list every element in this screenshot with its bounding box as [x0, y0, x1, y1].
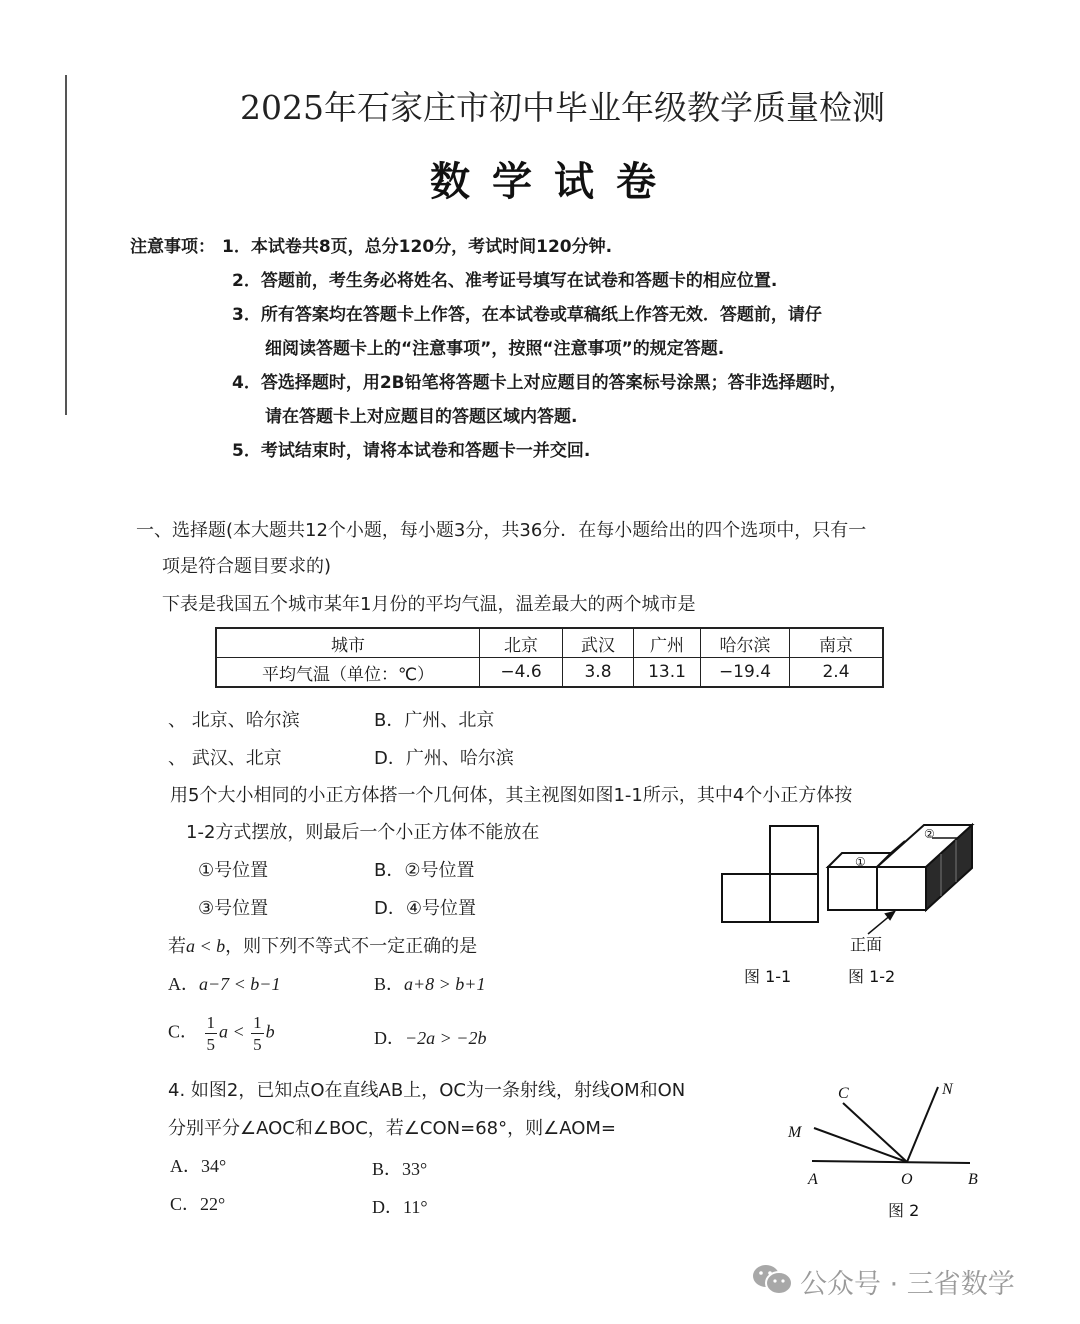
- fraction: [205, 1014, 218, 1053]
- option-math: a <: [219, 1021, 245, 1042]
- table-cell: −4.6: [480, 658, 563, 688]
- option-math: b: [265, 1021, 275, 1042]
- option-label: A．: [168, 974, 199, 994]
- figure-1-1-front-view: [722, 826, 818, 922]
- q2-option-b: B．②号位置: [374, 860, 475, 881]
- table-cell: 哈尔滨: [701, 628, 790, 658]
- q4-option-c: C．22°: [170, 1194, 226, 1214]
- angle-figure: [770, 1070, 1000, 1230]
- ray-oc: [843, 1103, 907, 1162]
- note-item-4-cont: 请在答题卡上对应题目的答题区域内答题.: [265, 407, 578, 427]
- table-cell: 南京: [790, 628, 884, 658]
- label-c: C: [838, 1085, 849, 1102]
- numerator: 1: [206, 1013, 216, 1032]
- table-cell: 北京: [480, 628, 563, 658]
- exam-subtitle: 数学试卷: [430, 158, 678, 205]
- q3-option-b: [374, 970, 485, 996]
- section-heading-cont: 项是符合题目要求的): [162, 556, 332, 577]
- cube-square: [770, 874, 818, 922]
- q3-option-a: [168, 970, 280, 996]
- denominator: 5: [253, 1035, 262, 1054]
- q3-option-c: [168, 1014, 275, 1053]
- table-cell: 2.4: [790, 658, 884, 688]
- label-m: M: [788, 1124, 802, 1141]
- note-item-3: 3．所有答案均在答题卡上作答，在本试卷或草稿纸上作答无效．答题前，请仔: [232, 305, 822, 325]
- label-b: B: [968, 1171, 978, 1188]
- table-cell: 平均气温（单位：℃）: [216, 658, 480, 688]
- note-item-2: 2．答题前，考生务必将姓名、准考证号填写在试卷和答题卡的相应位置.: [232, 271, 778, 291]
- exam-title: 2025年石家庄市初中毕业年级教学质量检测: [240, 88, 885, 127]
- table-cell: 城市: [216, 628, 480, 658]
- option-math: a+8 > b+1: [404, 974, 486, 994]
- table-cell: 广州: [634, 628, 701, 658]
- option-label: B．: [374, 974, 405, 994]
- page-binding-line: [65, 75, 67, 415]
- notes-label: 注意事项：: [130, 237, 215, 257]
- q4-stem: [168, 1076, 685, 1102]
- cube-square: [722, 874, 770, 922]
- q2-option-d: D．④号位置: [374, 898, 476, 919]
- temperature-table: [215, 627, 884, 688]
- section-heading: 一、选择题(本大题共12个小题，每小题3分，共36分．在每小题给出的四个选项中，只有一: [136, 520, 867, 541]
- front-label: 正面: [850, 935, 883, 954]
- q2-option-c: ③号位置: [198, 898, 269, 919]
- q1-stem: 下表是我国五个城市某年1月份的平均气温，温差最大的两个城市是: [162, 594, 696, 615]
- q1-option-b: B．广州、北京: [374, 710, 495, 731]
- numerator: 1: [253, 1013, 262, 1032]
- table-cell: 13.1: [634, 658, 701, 688]
- table-cell: −19.4: [701, 658, 790, 688]
- line-ab: [812, 1161, 970, 1163]
- denominator: 5: [206, 1035, 216, 1054]
- wechat-icon: [750, 1262, 796, 1296]
- option-math: a−7 < b−1: [199, 974, 281, 994]
- marker-2: ②: [924, 827, 935, 841]
- table-row: [216, 658, 883, 688]
- q3-option-d: [374, 1024, 486, 1050]
- q3-stem-math: a < b: [186, 936, 226, 956]
- cube-square: [770, 826, 818, 874]
- q3-stem-suffix: ，则下列不等式不一定正确的是: [225, 936, 478, 957]
- cube-face: [828, 867, 877, 910]
- label-n: N: [942, 1081, 953, 1098]
- fraction: [251, 1014, 264, 1053]
- q1-option-d: D．广州、哈尔滨: [374, 748, 514, 769]
- ray-om: [814, 1128, 907, 1162]
- note-item-4: 4．答选择题时，用2B铅笔将答题卡上对应题目的答案标号涂黑；答非选择题时，: [232, 373, 847, 393]
- cube-figures: [700, 810, 990, 1000]
- q4-stem-cont: 分别平分∠AOC和∠BOC，若∠CON=68°，则∠AOM=: [168, 1118, 617, 1139]
- option-label: D．: [374, 1028, 405, 1048]
- label-a: A: [808, 1171, 818, 1188]
- watermark-text: 公众号 · 三省数学: [800, 1269, 1015, 1300]
- option-label: C．: [168, 1021, 199, 1042]
- question-number: 4.: [168, 1080, 186, 1101]
- q2-stem-cont: 1-2方式摆放，则最后一个小正方体不能放在: [186, 822, 540, 843]
- label-o: O: [901, 1171, 913, 1188]
- q3-stem: [168, 932, 477, 958]
- option-math: −2a > −2b: [405, 1028, 487, 1048]
- note-item-3-cont: 细阅读答题卡上的“注意事项”，按照“注意事项”的规定答题.: [265, 339, 725, 359]
- table-header-row: [216, 628, 883, 658]
- table-cell: 武汉: [563, 628, 634, 658]
- note-item-5: 5．考试结束时，请将本试卷和答题卡一并交回.: [232, 441, 591, 461]
- q4-stem-line1: 如图2，已知点O在直线AB上，OC为一条射线，射线OM和ON: [190, 1080, 686, 1101]
- figure-1-2-caption: 图 1-2: [848, 967, 896, 986]
- figure-1-1-caption: 图 1-1: [744, 967, 792, 986]
- q4-option-b: B．33°: [372, 1159, 428, 1179]
- q2-option-a: ①号位置: [198, 860, 269, 881]
- q1-option-a: 、 北京、哈尔滨: [168, 710, 300, 731]
- note-item-1: 1．本试卷共8页，总分120分，考试时间120分钟.: [222, 237, 613, 257]
- q2-stem: 用5个大小相同的小正方体搭一个几何体，其主视图如图1-1所示，其中4个小正方体按: [170, 785, 853, 806]
- q4-option-d: D．11°: [372, 1197, 428, 1217]
- figure-2-caption: 图 2: [888, 1201, 920, 1220]
- q4-option-a: A．34°: [170, 1156, 227, 1176]
- q3-stem-prefix: 若: [168, 936, 186, 957]
- table-cell: 3.8: [563, 658, 634, 688]
- cube-face: [877, 867, 926, 910]
- figure-1-2-isometric: [828, 825, 972, 934]
- marker-1: ①: [855, 855, 866, 869]
- q1-option-c: 、 武汉、北京: [168, 748, 282, 769]
- ray-on: [907, 1087, 938, 1162]
